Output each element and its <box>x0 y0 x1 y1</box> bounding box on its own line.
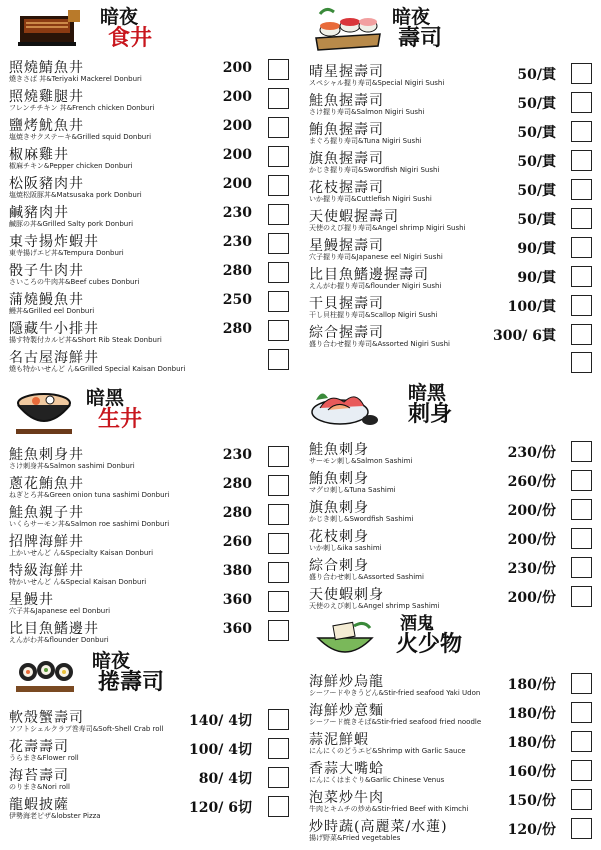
order-checkbox[interactable] <box>268 349 289 370</box>
menu-item: 隱藏牛小排井 揚す特製付カルビ丼&Short Rib Steak Donburi 280 <box>0 317 300 346</box>
menu-item: 蒲燒鰻魚井 鰻丼&Grilled eel Donburi 250 <box>0 288 300 317</box>
menu-item: 海鮮炒意麵 シーフード焼きそば&Stir-fried seafood fried noodle 180/份 <box>300 699 601 728</box>
menu-item: 鹽烤魷魚井 塩焼きサクステーキ&Grilled squid Donburi 200 <box>0 114 300 143</box>
menu-item: 鮭魚刺身井 さけ刺身丼&Salmon sashimi Donburi 230 <box>0 443 300 472</box>
menu-item: 鮪魚握壽司 まぐろ握り寿司&Tuna Nigiri Sushi 50/貫 <box>300 118 601 147</box>
order-checkbox[interactable] <box>571 324 592 345</box>
left-column <box>0 0 300 822</box>
order-checkbox[interactable] <box>268 620 289 641</box>
menu-item: 花枝握壽司 いか握り寿司&Cuttlefish Nigiri Sushi 50/貫 <box>300 176 601 205</box>
menu-item: 天使蝦握壽司 天使のえび握り寿司&Angel shrimp Nigiri Sushi 50/貫 <box>300 205 601 234</box>
order-checkbox[interactable] <box>571 208 592 229</box>
eel-donburi-illustration-icon <box>14 6 84 50</box>
menu-item: 炒時蔬(高麗菜/水蓮) 揚げ野菜&Fried vegetables 120/份 <box>300 815 601 844</box>
order-checkbox[interactable] <box>268 796 289 817</box>
menu-item: 骰子牛肉井 さいころの牛肉丼&Beef cubes Donburi 280 <box>0 259 300 288</box>
menu-item: 比目魚鰭邊握壽司 えんがわ握り寿司&flounder Nigiri Sushi 90/貫 <box>300 263 601 292</box>
menu-item: 綜合握壽司 盛り合わせ握り寿司&Assorted Nigiri Sushi 300/ 6貫 <box>300 321 601 350</box>
sashimi-list <box>300 438 601 612</box>
rolls-list <box>0 706 300 822</box>
order-checkbox[interactable] <box>268 320 289 341</box>
menu-item: 鮭魚握壽司 さけ握り寿司&Salmon Nigiri Sushi 50/貫 <box>300 89 601 118</box>
menu-item: 花壽壽司 うらまき&Flower roll 100/ 4切 <box>0 735 300 764</box>
right-column <box>300 0 601 844</box>
sashimi-title: 暗黑 刺身 <box>408 382 453 427</box>
order-checkbox[interactable] <box>571 92 592 113</box>
menu-item: 旗魚握壽司 かじき握り寿司&Swordfish Nigiri Sushi 50/貫 <box>300 147 601 176</box>
sashimi-platter-illustration-icon <box>310 378 382 434</box>
menu-item: 名古屋海鮮井 燒も特かいせんど ん&Grilled Special Kaisan Donburi <box>0 346 300 375</box>
order-checkbox[interactable] <box>571 352 592 373</box>
donburi-list <box>0 56 300 375</box>
order-checkbox[interactable] <box>571 557 592 578</box>
menu-item: 星鰻握壽司 穴子握り寿司&Japanese eel Nigiri Sushi 90/貫 <box>300 234 601 263</box>
order-checkbox[interactable] <box>571 295 592 316</box>
order-checkbox[interactable] <box>268 175 289 196</box>
donburi-title: 暗夜 食井 <box>100 6 153 51</box>
menu-item: 東寺揚炸蝦井 東寺揚げエビ丼&Tempura Donburi 230 <box>0 230 300 259</box>
menu-item: 蒜泥鮮蝦 にんにくのどうエビ&Shrimp with Garlic Sauce 180/份 <box>300 728 601 757</box>
menu-item: 干貝握壽司 干し貝柱握り寿司&Scallop Nigiri Sushi 100/貫 <box>300 292 601 321</box>
order-checkbox[interactable] <box>268 59 289 80</box>
order-checkbox[interactable] <box>268 291 289 312</box>
menu-item: 招牌海鮮井 上かいせんど ん&Specialty Kaisan Donburi 260 <box>0 530 300 559</box>
order-checkbox[interactable] <box>571 121 592 142</box>
order-checkbox[interactable] <box>268 504 289 525</box>
order-checkbox[interactable] <box>268 709 289 730</box>
menu-item: 特級海鮮井 特かいせんど ん&Special Kaisan Donburi 380 <box>0 559 300 588</box>
menu-item: 海鮮炒烏龍 シーフードやきうどん&Stir-fried seafood Yaki Udon 180/份 <box>300 670 601 699</box>
menu-item: 鮪魚刺身 マグロ刺し&Tuna Sashimi 260/份 <box>300 467 601 496</box>
order-checkbox[interactable] <box>268 767 289 788</box>
menu-item: 泡菜炒牛肉 牛肉とキムチの炒め&Stir-fried Beef with Kimchi 150/份 <box>300 786 601 815</box>
order-checkbox[interactable] <box>571 441 592 462</box>
menu-item: 花枝刺身 いか刺し&ika sashimi 200/份 <box>300 525 601 554</box>
order-checkbox[interactable] <box>268 475 289 496</box>
menu-item: 照燒鯖魚井 燒きさば 丼&Teriyaki Mackerel Donburi 200 <box>0 56 300 85</box>
menu-item: 星鰻井 穴子丼&Japanese eel Donburi 360 <box>0 588 300 617</box>
order-checkbox[interactable] <box>571 760 592 781</box>
tofu-dish-illustration-icon <box>314 616 376 666</box>
nigiri-platter-illustration-icon <box>312 4 384 54</box>
stirfry-title: 酒鬼 火少物 <box>396 614 463 657</box>
menu-item: 照燒雞腿井 フレンチチキン 丼&French chicken Donburi 200 <box>0 85 300 114</box>
order-checkbox[interactable] <box>268 117 289 138</box>
order-checkbox[interactable] <box>571 673 592 694</box>
nigiri-list <box>300 60 601 376</box>
menu-item: 鹹豬肉井 鹹豚の丼&Grilled Salty pork Donburi 230 <box>0 201 300 230</box>
order-checkbox[interactable] <box>571 702 592 723</box>
order-checkbox[interactable] <box>571 470 592 491</box>
raw-don-list <box>0 443 300 646</box>
order-checkbox[interactable] <box>571 150 592 171</box>
sashimi-header <box>300 376 601 438</box>
order-checkbox[interactable] <box>268 533 289 554</box>
blank-row <box>300 350 601 376</box>
order-checkbox[interactable] <box>571 789 592 810</box>
donburi-header <box>0 0 300 56</box>
order-checkbox[interactable] <box>268 446 289 467</box>
order-checkbox[interactable] <box>571 586 592 607</box>
menu-item: 軟殼蟹壽司 ソフトシェルクラブ巻寿司&Soft-Shell Crab roll 140/ 4切 <box>0 706 300 735</box>
order-checkbox[interactable] <box>571 237 592 258</box>
rolls-title: 暗夜 捲壽司 <box>92 650 165 695</box>
order-checkbox[interactable] <box>571 528 592 549</box>
nigiri-title: 暗夜 壽司 <box>392 6 443 51</box>
menu-item: 旗魚刺身 かじき刺し&Swordfish Sashimi 200/份 <box>300 496 601 525</box>
order-checkbox[interactable] <box>571 499 592 520</box>
order-checkbox[interactable] <box>571 818 592 839</box>
menu-item: 海苔壽司 のりまき&Nori roll 80/ 4切 <box>0 764 300 793</box>
order-checkbox[interactable] <box>268 591 289 612</box>
sashimi-bowl-illustration-icon <box>14 385 74 437</box>
order-checkbox[interactable] <box>571 63 592 84</box>
raw-don-header <box>0 375 300 443</box>
menu-item: 綜合刺身 盛り合わせ刺し&Assorted Sashimi 230/份 <box>300 554 601 583</box>
order-checkbox[interactable] <box>268 146 289 167</box>
order-checkbox[interactable] <box>268 262 289 283</box>
menu-item: 蔥花鮪魚井 ねぎとろ丼&Green onion tuna sashimi Donburi 280 <box>0 472 300 501</box>
order-checkbox[interactable] <box>268 562 289 583</box>
order-checkbox[interactable] <box>268 738 289 759</box>
sushi-roll-illustration-icon <box>14 654 76 700</box>
order-checkbox[interactable] <box>571 266 592 287</box>
order-checkbox[interactable] <box>268 233 289 254</box>
menu-item: 天使蝦刺身 天使のえび刺し&Angel shrimp Sashimi 200/份 <box>300 583 601 612</box>
menu-item: 鮭魚刺身 サーモン刺し&Salmon Sashimi 230/份 <box>300 438 601 467</box>
order-checkbox[interactable] <box>571 731 592 752</box>
order-checkbox[interactable] <box>268 88 289 109</box>
menu-item: 香蒜大嘴蛤 にんにくはまぐり&Garlic Chinese Venus 160/份 <box>300 757 601 786</box>
order-checkbox[interactable] <box>268 204 289 225</box>
menu-item: 松阪豬肉井 塩焼松阪豚丼&Matsusaka pork Donburi 200 <box>0 172 300 201</box>
menu-item: 椒麻雞井 椒麻チキン&Pepper chicken Donburi 200 <box>0 143 300 172</box>
menu-item: 晴星握壽司 スペシャル握り寿司&Special Nigiri Sushi 50/貫 <box>300 60 601 89</box>
menu-item: 比目魚鰭邊井 えんがわ丼&flounder Donburi 360 <box>0 617 300 646</box>
raw-don-title: 暗黑 生井 <box>86 387 143 432</box>
stirfry-header <box>300 612 601 670</box>
menu-item: 鮭魚親子井 いくらサーモン丼&Salmon roe sashimi Donburi 280 <box>0 501 300 530</box>
menu-item: 龍蝦披薩 伊勢海老ピザ&lobster Pizza 120/ 6切 <box>0 793 300 822</box>
rolls-header <box>0 646 300 706</box>
order-checkbox[interactable] <box>571 179 592 200</box>
nigiri-header <box>300 0 601 60</box>
stirfry-list <box>300 670 601 844</box>
